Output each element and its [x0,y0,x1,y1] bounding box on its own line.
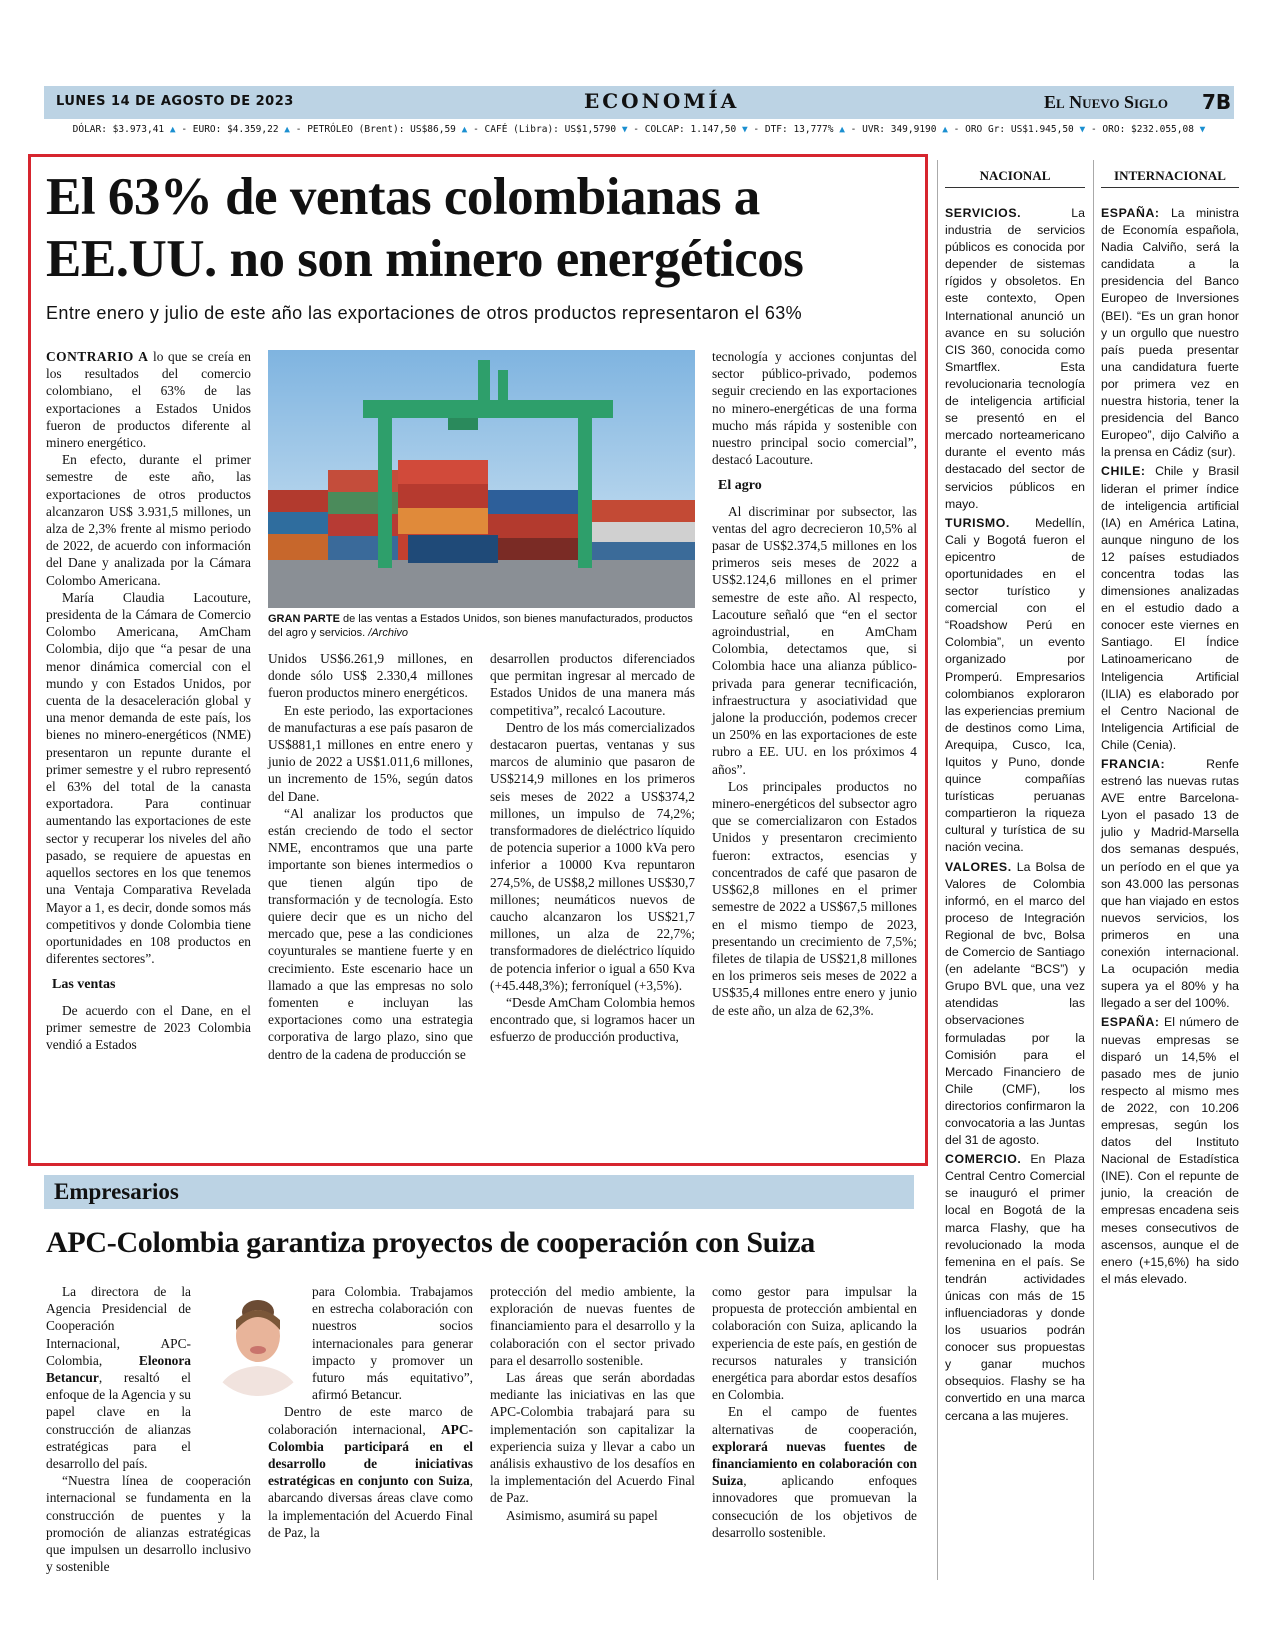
market-ticker [44,124,1234,135]
subtitle: El agro [718,478,762,494]
main-headline [46,166,916,290]
paragraph: CONTRARIO A lo que se creía en los resultados del comercio colombiano, el 63% de las exportaciones a Estados Unidos fueron de productos diferente al minero energético. [46,349,251,451]
arrow-down-icon: ▼ [616,124,628,135]
brief-keyword: SERVICIOS. [945,206,1022,220]
brief-item [1101,1014,1239,1288]
article-column-1 [46,1283,251,1575]
brief-item [1101,756,1239,1012]
article-column-2 [268,1283,473,1541]
brief-keyword: CHILE: [1101,464,1146,479]
article-column-4 [712,1283,917,1541]
paragraph: Las áreas que serán abordadas mediante las iniciativas en las que APC-Colombia trabajará para su implementación son capitalizar la experiencia suiza y llevar a cabo un análisis exhaustivo de los desafíos en la implementación del Acuerdo Final de Paz. [490,1370,695,1506]
arrow-up-icon: ▲ [455,124,468,135]
paragraph: para Colombia. Trabajamos en estrecha colaboración con nuestros socios internacionales para generar impacto y promover un futuro más equitativo”, afirmó Betancur. [312,1284,473,1403]
arrow-up-icon: ▲ [833,124,845,135]
page-header [44,86,1234,119]
ticker-item: ORO: $232.055,08 [1102,124,1194,135]
paragraph: como gestor para impulsar la propuesta de protección ambiental en colaboración con Suiza, aplicando la experiencia de este país, en gestión de recursos naturales y transición energética para abordar estos desafíos en Colombia. [712,1284,917,1403]
brief-keyword: TURISMO. [945,515,1010,530]
brief-text: La Bolsa de Valores de Colombia informó, en el marco del proceso de Integración Regional de bvc, Bolsa de Comercio de Santiago (en adelante “BCS”) y Grupo BVL que, una vez atendidas las observaciones formuladas por la Comisión para el Mercado Financiero de Chile (CMF), los directorios confirmaron la convocatoria a las Juntas del 31 de agosto. [945,859,1085,1148]
brief-item [945,1151,1085,1425]
paragraph: “Desde AmCham Colombia hemos encontrado que, si logramos hacer un esfuerzo de producción productiva, [490,995,695,1045]
nacional-heading: NACIONAL [945,168,1085,188]
brief-keyword: ESPAÑA: [1101,206,1160,220]
arrow-down-icon: ▼ [1073,124,1086,135]
paragraph: protección del medio ambiente, la exploración de nuevas fuentes de financiamiento para el desarrollo y la colaboración con el sector privado para el desarrollo sostenible. [490,1284,695,1368]
ticker-separator: - [947,124,966,135]
secondary-headline: APC-Colombia garantiza proyectos de cooperación con Suiza [46,1226,815,1259]
column-divider [1093,160,1094,1580]
section-title: ECONOMÍA [584,89,740,113]
newspaper-name: El Nuevo Siglo [1044,92,1168,112]
headline-line-1: El 63% de ventas colombianas a [46,168,760,226]
photo-caption: GRAN PARTE de las ventas a Estados Unidos, son bienes manufacturados, productos del agro y servicios. /Archivo [268,613,693,639]
brief-text: El número de nuevas empresas se disparó un 14,5% el pasado mes de junio respecto al mismo mes de 2022, con 10.206 empresas, según los datos del Instituto Nacional de Estadística (INE). Con el repunte de junio, la creación de empresas encadena seis meses consecutivos de ascensos, aunque el de enero (+15,6%) ha sido el más elevado. [1101,1015,1239,1286]
article-column-2 [268,650,473,1063]
ticker-item: DÓLAR: $3.973,41 [72,124,165,135]
brief-text: La ministra de Economía española, Nadia Calviño, será la candidata a la presidencia del Banco Europeo de Inversiones (BEI). “Es un gran honor y un orgullo que nuestro país pueda presentar una candidatura fuerte por primera vez en nuestra historia, tener la presidencia del Banco Europeo”, dijo Calviño a la prensa en Cádiz (sur). [1101,206,1239,460]
ticker-item: EURO: $4.359,22 [192,124,279,135]
arrow-down-icon: ▼ [1193,124,1206,135]
brief-item [945,205,1085,513]
page-number: 7B [1202,90,1232,114]
internacional-heading: INTERNACIONAL [1101,168,1239,188]
article-column-4 [712,348,917,1019]
brief-keyword: ESPAÑA: [1101,1015,1160,1030]
arrow-up-icon: ▲ [164,124,176,135]
ticker-separator: - [175,124,193,135]
ticker-separator: - [1085,124,1103,135]
main-subhead: Entre enero y julio de este año las exportaciones de otros productos representaron el 63% [46,303,803,323]
paragraph: tecnología y acciones conjuntas del sector público-privado, podemos seguir creciendo en las exportaciones no minero-energéticas de una forma mucho más rápida y sostenible con nuestro principal socio comercial”, destacó Lacouture. [712,349,917,468]
paragraph: En el campo de fuentes alternativas de cooperación, explorará nuevas fuentes de financiamiento en colaboración con Suiza, aplicando enfoques innovadores que promuevan la consecución de los objetivos de desarrollo sostenible. [712,1404,917,1540]
ticker-separator: - [290,124,308,135]
paragraph: De acuerdo con el Dane, en el primer semestre de 2023 Colombia vendió a Estados [46,1002,251,1052]
article-column-1 [46,348,251,1053]
lead-in: CONTRARIO A [46,349,149,364]
ticker-item: CAFÉ (Libra): US$1,5790 [484,124,617,135]
port-containers-photo [268,350,695,608]
brief-item [945,515,1085,857]
paragraph: Dentro de los más comercializados destacaron puertas, ventanas y sus marcos de aluminio que pasaron de US$214,9 millones en los primeros seis meses de 2022 a US$374,2 millones, un impulso de 74,2%; transformadores de dieléctrico líquido de potencia superior a 1000 kVa pero inferior a 10000 Kva repuntaron 274,5%, de US$8,2 millones US$30,7 millones; neumáticos nuevos de caucho alcanzaron los US$21,7 millones, un alza de 22,7%; transformadores de dieléctrico líquido de potencia inferior o igual a 650 Kva (+45.448,3%); ferroníquel (+3,5%). [490,719,695,993]
ticker-item: COLCAP: 1.147,50 [644,124,737,135]
brief-keyword: COMERCIO. [945,1152,1022,1167]
crane-illustration [268,350,695,608]
paragraph: La directora de la Agencia Presidencial de Cooperación Internacional, APC-Colombia, Eleonora Betancur, resaltó el enfoque de la Agencia y su papel clave en la construcción de alianzas estratégicas para el desarrollo del país. [46,1284,191,1472]
brief-keyword: VALORES. [945,859,1012,874]
brief-item [945,859,1085,1150]
arrow-up-icon: ▲ [936,124,948,135]
brief-keyword: FRANCIA: [1101,757,1166,771]
brief-text: En Plaza Central Centro Comercial se inauguró el primer local en Bogotá de la marca Flashy, que ha revolucionado la moda femenina en el país. Se tendrán actividades únicas con más de 15 influenciadoras y donde los usuarios podrán conocer sus propuestas y ganar muchos obsequios. Flashy se ha convertido en una marca cercana a las mujeres. [945,1152,1085,1423]
section-band [44,1175,914,1209]
paragraph: Unidos US$6.261,9 millones, en donde sólo US$ 2.330,4 millones fueron productos minero energéticos. [268,651,473,701]
paragraph: Dentro de este marco de colaboración internacional, APC-Colombia participará en el desarrollo de iniciativas estratégicas en conjunto con Suiza, abarcando diversas áreas clave como la implementación del Acuerdo Final de Paz, la [268,1404,473,1540]
subtitle: Las ventas [52,977,116,993]
ticker-item: UVR: 349,9190 [862,124,937,135]
brief-text: Chile y Brasil lideran el primer índice de inteligencia artificial (IA) en América Latina, aunque ninguno de los 12 países estudiados concentra todas las dimensiones analizadas en el estudio dado a conocer este viernes en Santiago. El Índice Latinoamericano de Inteligencia Artificial (ILIA) es elaborado por el Centro Nacional de Inteligencia Artificial de Chile (Cenia). [1101,464,1239,752]
ticker-item: PETRÓLEO (Brent): US$86,59 [307,124,456,135]
nacional-briefs [945,205,1085,1427]
paragraph: En efecto, durante el primer semestre de este año, las exportaciones de otros productos alcanzaron US$ 3.931,5 millones, un alza de 2,3% frente al mismo periodo de 2022, de acuerdo con información del Dane y analizada por la Cámara Colombo Americana. [46,452,251,588]
issue-date: LUNES 14 DE AGOSTO DE 2023 [56,94,294,109]
arrow-down-icon: ▼ [736,124,748,135]
paragraph: Los principales productos no minero-energéticos del subsector agro que se comercializaron con Estados Unidos y presentaron crecimiento fueron: extractos, esencias y concentrados de café que pasaron de US$62,8 millones en el primer semestre de 2022 a US$67,5 millones en el mismo tiempo de 2023, presentando un crecimiento de 7,5%; filetes de tilapia de US$21,8 millones en los primeros seis meses de 2022 a US$35,4 millones entre enero y junio de este año, un alza de 62,3%. [712,778,917,1018]
paragraph: Asimismo, asumirá su papel [506,1507,658,1523]
column-divider [937,160,938,1580]
brief-text: Medellín, Cali y Bogotá fueron el epicentro de oportunidades en el sector turístico y comercial con el “Roadshow Perú en Colombia”, un evento organizado por Promperú. Empresarios colombianos exploraron las experiencias premium de destinos como Lima, Arequipa, Cusco, Ica, Iquitos y Puno, donde quince compañías turísticas peruanas compartieron la riqueza cultural y turística de su nación vecina. [945,515,1085,855]
internacional-briefs [1101,205,1239,1290]
paragraph: Al discriminar por subsector, las ventas del agro decrecieron 10,5% al pasar de US$2.374,5 millones en los primeros seis meses de 2022 a US$2.124,6 millones en el primer semestre de este año. Al respecto, Lacouture señaló que “en el sector agroindustrial, en AmCham Colombia, detectamos que, si Colombia hace una alianza público-privada para generar tecnificación, infraestructura y asociatividad que jalone la producción, podemos crecer un 250% en las exportaciones de este rubro a EE. UU. en los próximos 4 años”. [712,503,917,777]
paragraph: “Al analizar los productos que están creciendo de todo el sector NME, encontramos que una parte importante son bienes intermedios o que tienen algún tipo de transformación y de tecnología. Esto quiere decir que es un nicho del mercado que, pese a las condiciones coyunturales se mantiene fuerte y en crecimiento. Este escenario hace un llamado a que las empresas no solo fomenten e incluyan las exportaciones como una estrategia corporativa de largo plazo, sino que dentro de la cadena de producción se [268,805,473,1062]
brief-item [1101,205,1239,461]
brief-text: Renfe estrenó las nuevas rutas AVE entre Barcelona-Lyon el pasado 13 de julio y Madrid-Marsella dos semanas después, un período en el que ya son 43.000 las personas que han viajado en estos nuevos servicios, los primeros en una conexión internacional. La ocupación media supera ya el 80% y ha llegado a ser del 100%. [1101,757,1239,1011]
ticker-separator: - [467,124,485,135]
ticker-separator: - [627,124,645,135]
arrow-up-icon: ▲ [278,124,291,135]
ticker-item: ORO Gr: US$1.945,50 [965,124,1074,135]
section-label: Empresarios [54,1179,179,1204]
headline-line-2: EE.UU. no son minero energéticos [46,230,804,288]
ticker-separator: - [844,124,863,135]
brief-item [1101,463,1239,754]
ticker-separator: - [747,124,765,135]
article-column-3 [490,650,695,1046]
paragraph: María Claudia Lacouture, presidenta de la Cámara de Comercio Colombo Americana, AmCham Colombia, dijo que “a pesar de una menor dinámica comercial con el mundo y con Estados Unidos, por cuenta de la desaceleración global y una menor demanda de este país, los bienes no minero-energéticos (NME) presentaron un repunte durante el primer semestre y el rubro representó el 63% del total de la canasta exportadora. Para continuar aumentando las exportaciones de este sector y recuperar los niveles del año pasado, se requiere de apuestas en aquellos sectores en los que tenemos una Ventaja Comparativa Revelada Mayor a 1, es decir, donde somos más competitivos y donde Colombia tiene oportunidades en 108 productos en diferentes sectores”. [46,589,251,967]
ticker-item: DTF: 13,777% [764,124,834,135]
article-column-3 [490,1283,695,1524]
paragraph: desarrollen productos diferenciados que permitan ingresar al mercado de Estados Unidos de una manera más competitiva”, recalcó Lacouture. [490,651,695,718]
paragraph: En este periodo, las exportaciones de manufacturas a ese país pasaron de US$881,1 millones en entre enero y junio de 2022 a US$1.011,6 millones, un incremento de 15%, según datos del Dane. [268,702,473,804]
brief-text: La industria de servicios públicos es conocida por depender de sistemas rígidos y obsoletos. En este contexto, Open International anunció un avance en su solución CIS 360, conocida como Smartflex. Esta revolucionaria tecnología de inteligencia artificial se presentó en el mercado norteamericano durante el evento más destacado del sector de servicios públicos en mayo. [945,206,1085,511]
paragraph: “Nuestra línea de cooperación internacional se fundamenta en la construcción de puentes y la promoción de alianzas estratégicas que impulsen un desarrollo inclusivo y sostenible [46,1473,251,1575]
